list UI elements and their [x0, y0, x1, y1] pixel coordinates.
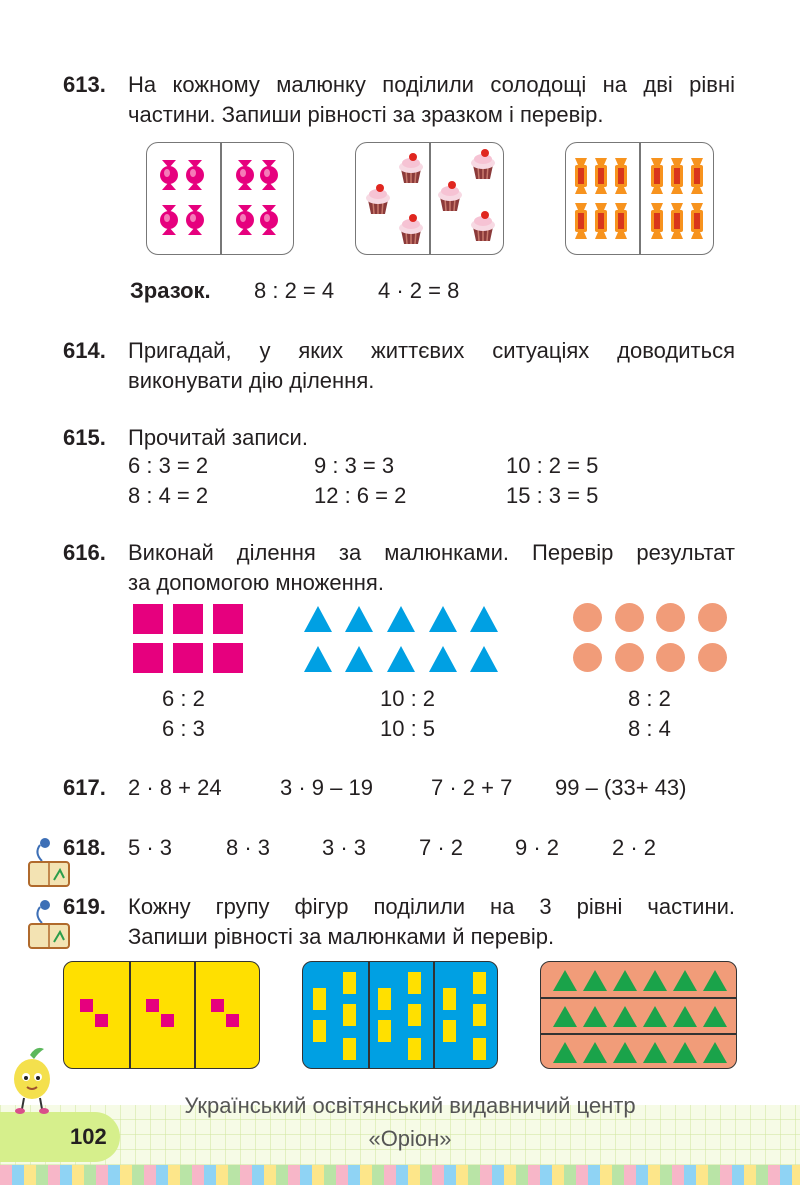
salmon-circle	[573, 643, 602, 672]
exercise-number: 618.	[63, 835, 106, 860]
division-caption: 8 : 4	[628, 716, 671, 741]
magenta-square	[173, 604, 203, 634]
exercise-text-line: Пригадай, у яких життєвих ситуаціях доводиться	[128, 338, 735, 363]
lemon-mascot-icon	[2, 1045, 62, 1115]
wrapped-sweet-icon	[566, 143, 712, 253]
exercise-text-line: На кожному малюнку поділили солодощі на дві рівні	[128, 72, 735, 97]
salmon-group-picture	[540, 961, 737, 1069]
page-number: 102	[70, 1124, 107, 1149]
sample-equation: 8 : 2 = 4	[254, 278, 335, 303]
cyan-triangles-group	[300, 600, 510, 680]
division-caption: 6 : 3	[162, 716, 205, 741]
magenta-square	[133, 604, 163, 634]
exercise-number: 619.	[63, 894, 106, 919]
expression: 3 · 3	[322, 835, 367, 860]
exercise-text-line: Запиши рівності за малюнками й перевір.	[128, 924, 555, 949]
division-caption: 10 : 2	[380, 686, 436, 711]
exercise-number: 614.	[63, 338, 106, 363]
exercise-number: 613.	[63, 72, 106, 97]
footer-stripe	[0, 1165, 800, 1185]
sample-equation: 4 · 2 = 8	[378, 278, 460, 303]
candy-icon	[147, 143, 292, 253]
exercise-text-line: Виконай ділення за малюнками. Перевір результат	[128, 540, 735, 565]
equation: 9 : 3 = 3	[314, 453, 395, 478]
expression: 2 · 8 + 24	[128, 775, 222, 800]
exercise-number: 616.	[63, 540, 106, 565]
expression: 2 · 2	[612, 835, 657, 860]
cyan-group-picture	[302, 961, 498, 1069]
division-caption: 6 : 2	[162, 686, 205, 711]
expression: 7 · 2	[419, 835, 464, 860]
sample-label: Зразок.	[130, 278, 211, 303]
yellow-group-picture	[63, 961, 260, 1069]
publisher-name-line: Український освітянський видавничий центр	[184, 1093, 636, 1118]
expression: 5 · 3	[128, 835, 173, 860]
expression: 3 · 9 – 19	[280, 775, 373, 800]
exercise-text-line: за допомогою множення.	[128, 570, 384, 595]
expression: 9 · 2	[515, 835, 560, 860]
salmon-circle	[656, 643, 685, 672]
salmon-circle	[615, 603, 644, 632]
exercise-number: 615.	[63, 425, 106, 450]
exercise-text-line: виконувати дію ділення.	[128, 368, 375, 393]
expression: 8 · 3	[226, 835, 271, 860]
exercise-number: 617.	[63, 775, 106, 800]
salmon-circle	[698, 643, 727, 672]
salmon-circle	[698, 603, 727, 632]
division-caption: 8 : 2	[628, 686, 671, 711]
magenta-square	[213, 604, 243, 634]
magenta-square	[213, 643, 243, 673]
exercise-text-line: Кожну групу фігур поділили на 3 рівні частини.	[128, 894, 735, 919]
cupcake-icon	[356, 143, 502, 253]
publisher-name-line: «Оріон»	[368, 1126, 452, 1151]
candy-picture	[146, 142, 294, 255]
exercise-text-line: частини. Запиши рівності за зразком і перевір.	[128, 102, 604, 127]
expression: 99 – (33+ 43)	[555, 775, 687, 800]
equation: 6 : 3 = 2	[128, 453, 209, 478]
wrapped-sweets-picture	[565, 142, 714, 255]
expression: 7 · 2 + 7	[431, 775, 513, 800]
equation: 15 : 3 = 5	[506, 483, 599, 508]
equation: 10 : 2 = 5	[506, 453, 599, 478]
magenta-square	[133, 643, 163, 673]
division-caption: 10 : 5	[380, 716, 436, 741]
cupcake-picture	[355, 142, 504, 255]
equation: 8 : 4 = 2	[128, 483, 209, 508]
salmon-circle	[615, 643, 644, 672]
salmon-circle	[573, 603, 602, 632]
equation: 12 : 6 = 2	[314, 483, 407, 508]
salmon-circle	[656, 603, 685, 632]
magenta-square	[173, 643, 203, 673]
exercise-text-line: Прочитай записи.	[128, 425, 308, 450]
